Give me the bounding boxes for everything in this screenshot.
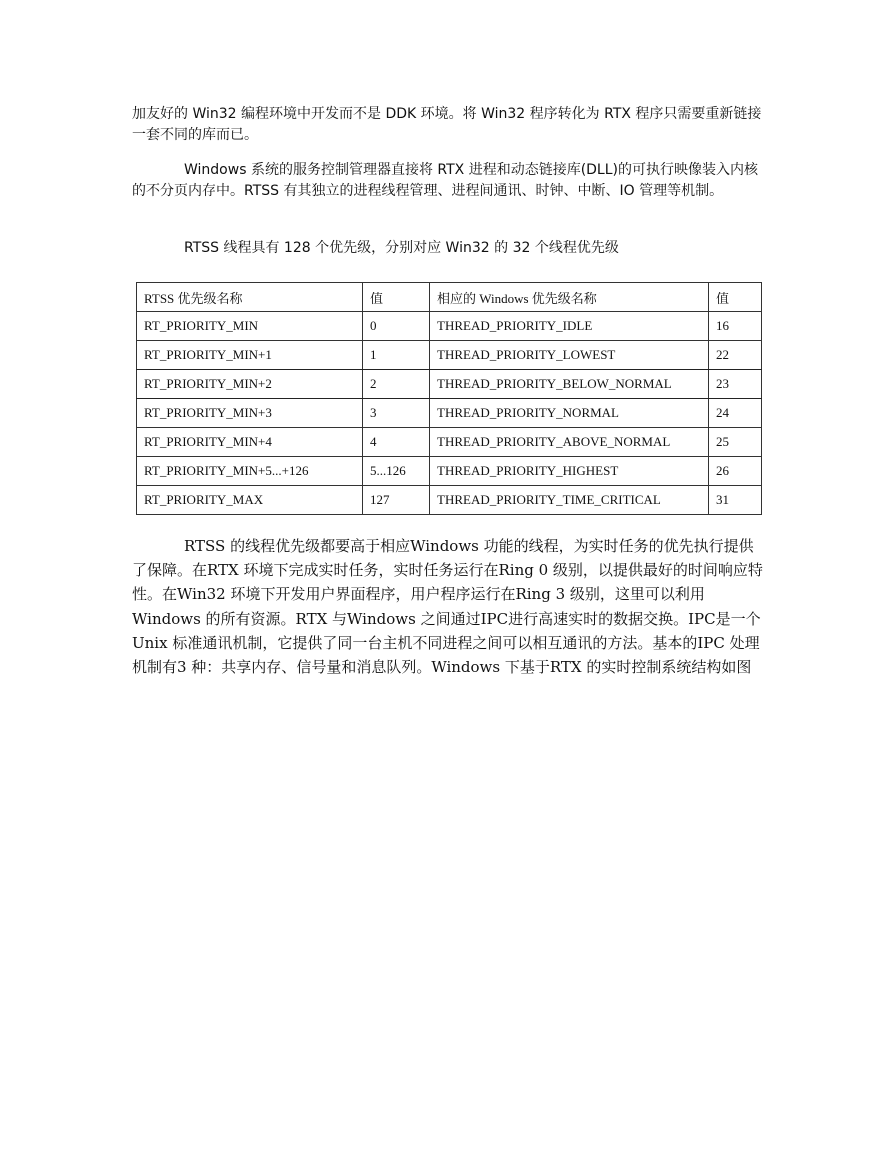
cell-windows-value: 24 <box>709 399 762 428</box>
cell-rtss-name: RT_PRIORITY_MIN+5...+126 <box>137 457 363 486</box>
cell-rtss-value: 127 <box>363 486 430 515</box>
table-row <box>137 486 762 515</box>
cell-rtss-name: RT_PRIORITY_MIN+3 <box>137 399 363 428</box>
cell-windows-value: 25 <box>709 428 762 457</box>
table-row <box>137 370 762 399</box>
cell-windows-value: 22 <box>709 341 762 370</box>
paragraph-intro: 加友好的 Win32 编程环境中开发而不是 DDK 环境。将 Win32 程序转化为 RTX 程序只需要重新链接一套不同的库而已。 <box>132 106 762 143</box>
cell-rtss-value: 3 <box>363 399 430 428</box>
cell-windows-value: 26 <box>709 457 762 486</box>
cell-windows-name: THREAD_PRIORITY_IDLE <box>430 312 709 341</box>
cell-rtss-value: 5...126 <box>363 457 430 486</box>
cell-windows-name: THREAD_PRIORITY_ABOVE_NORMAL <box>430 428 709 457</box>
priority-mapping-table <box>136 282 762 515</box>
header-rtss-value: 值 <box>363 283 430 312</box>
header-windows-value: 值 <box>709 283 762 312</box>
cell-rtss-name: RT_PRIORITY_MIN+2 <box>137 370 363 399</box>
cell-windows-value: 16 <box>709 312 762 341</box>
table-header-row <box>137 283 762 312</box>
cell-windows-name: THREAD_PRIORITY_LOWEST <box>430 341 709 370</box>
cell-rtss-name: RT_PRIORITY_MIN+1 <box>137 341 363 370</box>
cell-windows-name: THREAD_PRIORITY_BELOW_NORMAL <box>430 370 709 399</box>
cell-rtss-name: RT_PRIORITY_MIN <box>137 312 363 341</box>
cell-rtss-value: 1 <box>363 341 430 370</box>
table-row <box>137 399 762 428</box>
cell-windows-value: 23 <box>709 370 762 399</box>
table-row <box>137 428 762 457</box>
paragraph-service-control: Windows 系统的服务控制管理器直接将 RTX 进程和动态链接库(DLL)的可执行映像装入内核的不分页内存中。RTSS 有其独立的进程线程管理、进程间通讯、时钟、中断、IO 管理等机制。 <box>132 162 758 199</box>
paragraph-thread-priority-ipc: RTSS 的线程优先级都要高于相应Windows 功能的线程，为实时任务的优先执行提供了保障。在RTX 环境下完成实时任务，实时任务运行在Ring 0 级别，以提供最好的时间响应特性。在Win32 环境下开发用户界面程序，用户程序运行在Ring 3 级别，这里可以利用Windows 的所有资源。RTX 与Windows 之间通过IPC进行高速实时的数据交换。IPC是一个Unix 标准通讯机制，它提供了同一台主机不同进程之间可以相互通讯的方法。基本的IPC 处理机制有3 种：共享内存、信号量和消息队列。Windows 下基于RTX 的实时控制系统结构如图 <box>132 537 763 677</box>
table-row <box>137 457 762 486</box>
cell-windows-value: 31 <box>709 486 762 515</box>
header-rtss-priority-name: RTSS 优先级名称 <box>137 283 363 312</box>
cell-windows-name: THREAD_PRIORITY_HIGHEST <box>430 457 709 486</box>
table-row <box>137 312 762 341</box>
cell-rtss-name: RT_PRIORITY_MAX <box>137 486 363 515</box>
cell-windows-name: THREAD_PRIORITY_NORMAL <box>430 399 709 428</box>
header-windows-priority-name: 相应的 Windows 优先级名称 <box>430 283 709 312</box>
cell-rtss-value: 4 <box>363 428 430 457</box>
table-row <box>137 341 762 370</box>
paragraph-priority-intro: RTSS 线程具有 128 个优先级，分别对应 Win32 的 32 个线程优先级 <box>184 240 619 256</box>
cell-rtss-value: 0 <box>363 312 430 341</box>
cell-rtss-name: RT_PRIORITY_MIN+4 <box>137 428 363 457</box>
cell-rtss-value: 2 <box>363 370 430 399</box>
cell-windows-name: THREAD_PRIORITY_TIME_CRITICAL <box>430 486 709 515</box>
